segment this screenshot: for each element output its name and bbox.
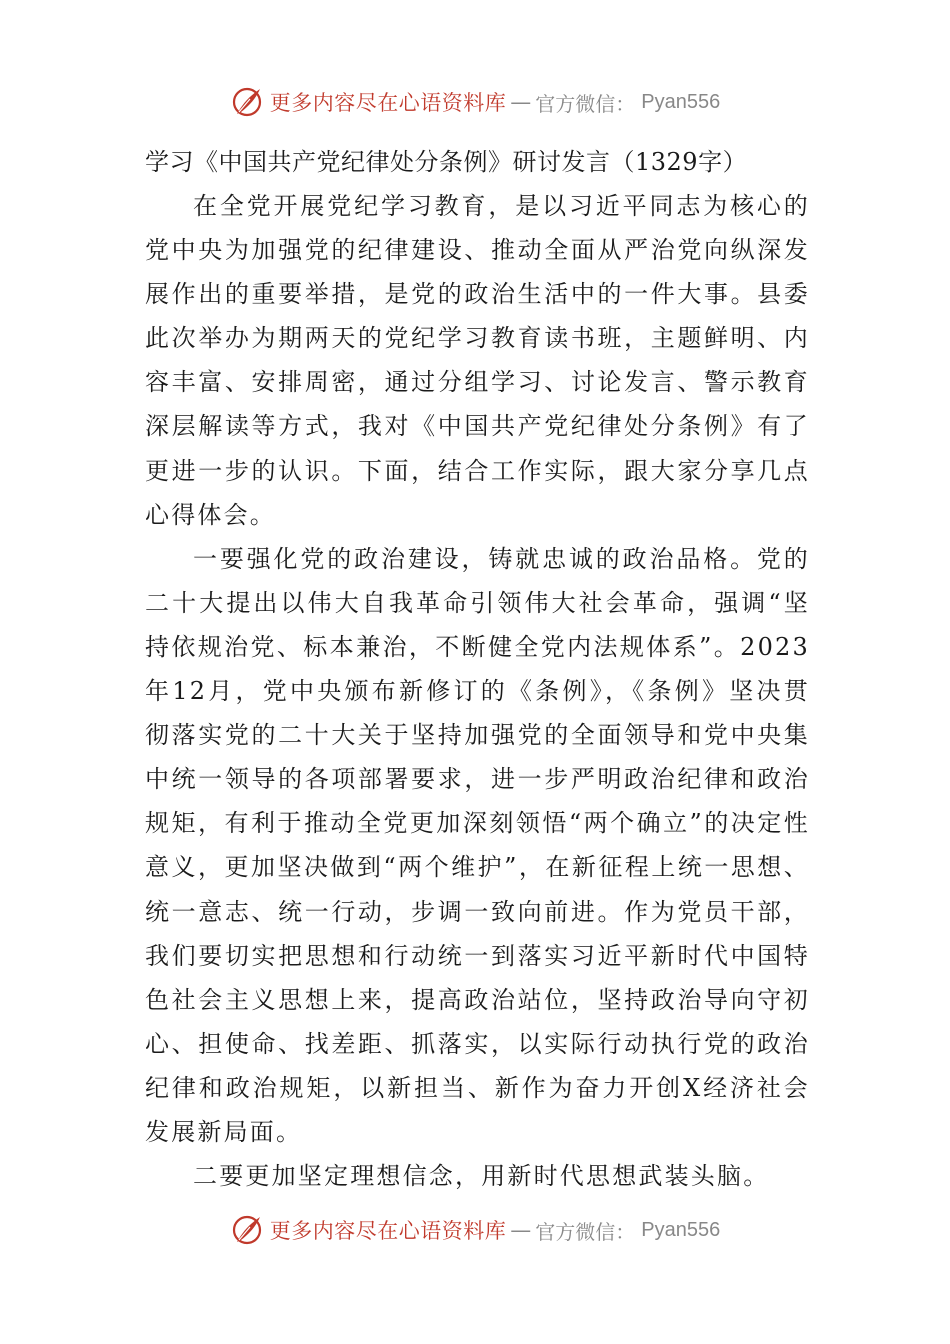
paragraph-intro: 在全党开展党纪学习教育，是以习近平同志为核心的党中央为加强党的纪律建设、推动全面从严治党向纵深发展作出的重要举措，是党的政治生活中的一件大事。县委此次举办为期两天的党纪学习教育读书班，主题鲜明、内容丰富、安排周密，通过分组学习、讨论发言、警示教育深层解读等方式，我对《中国共产党纪律处分条例》有了更进一步的认识。下面，结合工作实际，跟大家分享几点心得体会。 — [145, 192, 810, 529]
paragraph-point-two: 二要更加坚定理想信念，用新时代思想武装头脑。 — [193, 1162, 770, 1191]
quill-pen-logo-icon — [230, 1213, 264, 1247]
watermark-separator: — — [510, 1218, 532, 1242]
watermark-brand-text: 更多内容尽在心语资料库 — [269, 91, 507, 115]
watermark-contact-label: 官方微信： — [535, 1219, 636, 1244]
footer-watermark — [0, 1210, 950, 1250]
watermark-contact-handle: Pyan556 — [641, 90, 721, 113]
header-watermark — [0, 82, 950, 122]
document-title: 学习《中国共产党纪律处分条例》研讨发言（1329字） — [145, 148, 748, 176]
watermark-contact-label: 官方微信： — [535, 91, 636, 116]
paragraph-point-one: 一要强化党的政治建设，铸就忠诚的政治品格。党的二十大提出以伟大自我革命引领伟大社会革命，强调“坚持依规治党、标本兼治，不断健全党内法规体系”。2023年12月，党中央颁布新修订的《条例》，《条例》坚决贯彻落实党的二十大关于坚持加强党的全面领导和党中央集中统一领导的各项部署要求，进一步严明政治纪律和政治规矩，有利于推动全党更加深刻领悟“两个确立”的决定性意义，更加坚决做到“两个维护”，在新征程上统一思想、统一意志、统一行动，步调一致向前进。作为党员干部，我们要切实把思想和行动统一到落实习近平新时代中国特色社会主义思想上来，提高政治站位，坚持政治导向守初心、担使命、找差距、抓落实，以实际行动执行党的政治纪律和政治规矩，以新担当、新作为奋力开创X经济社会发展新局面。 — [145, 544, 810, 1146]
watermark-contact-handle: Pyan556 — [641, 1218, 721, 1241]
watermark-brand-text: 更多内容尽在心语资料库 — [269, 1219, 507, 1243]
document-body — [145, 140, 810, 1198]
quill-pen-logo-icon — [230, 85, 264, 119]
watermark-separator: — — [510, 90, 532, 114]
